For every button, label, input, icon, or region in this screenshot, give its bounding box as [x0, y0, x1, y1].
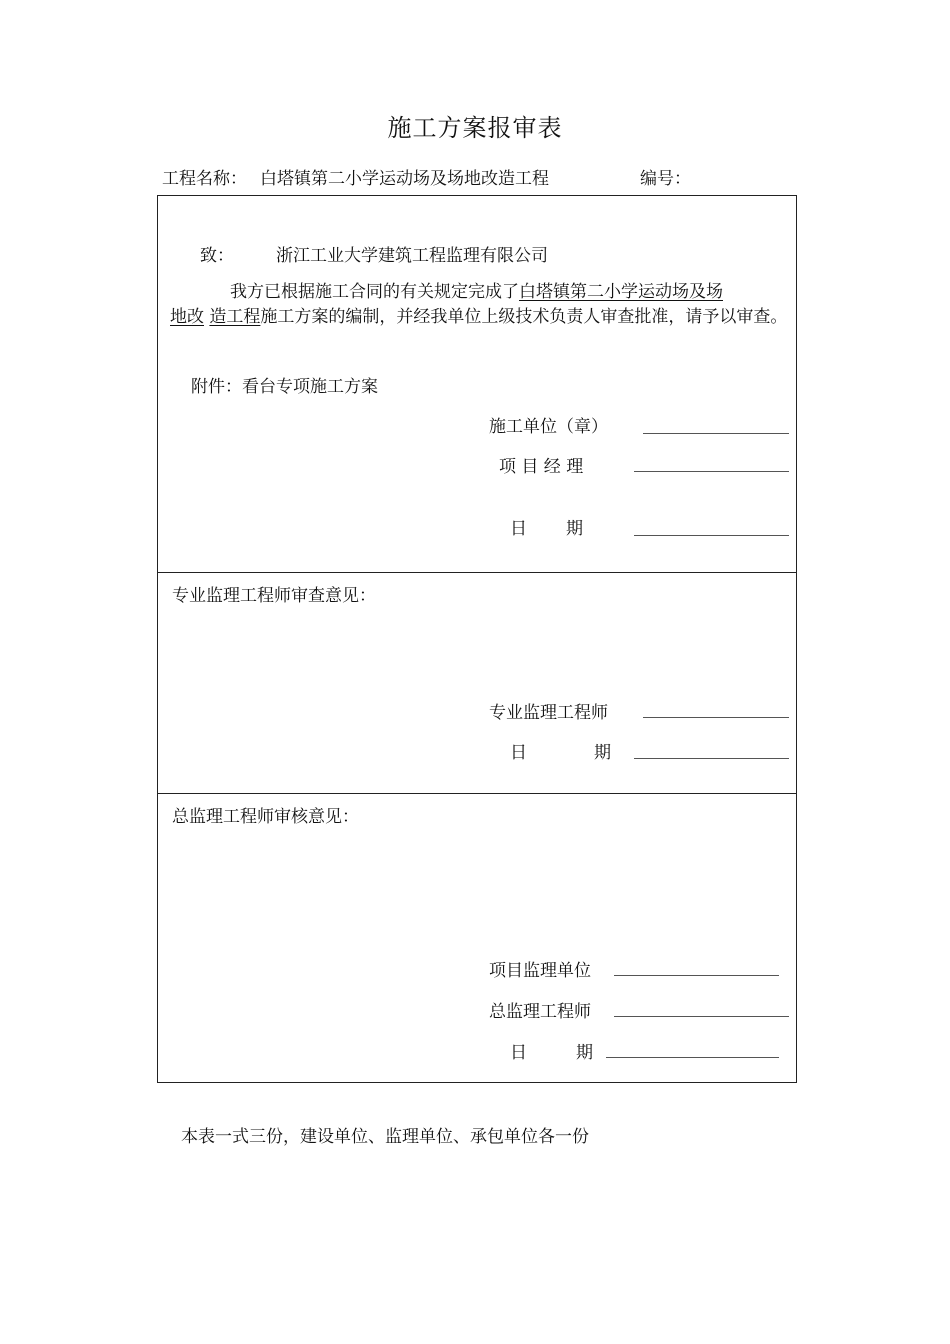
footer-note: 本表一式三份，建设单位、监理单位、承包单位各一份	[181, 1127, 589, 1147]
chief-review-section	[158, 794, 796, 1082]
submission-section	[158, 196, 796, 573]
chief-engineer-label: 总监理工程师	[489, 1002, 591, 1022]
specialist-date-char-b: 期	[594, 743, 611, 763]
chief-date-char-b: 期	[576, 1043, 593, 1063]
specialist-review-section	[158, 573, 796, 794]
chief-date-char-a: 日	[510, 1043, 527, 1063]
body-project-line2a: 地改	[170, 307, 204, 327]
chief-engineer-line	[614, 1015, 789, 1017]
body-suffix: 施工方案的编制，并经我单位上级技术负责人审查批准，请予以审查。	[260, 307, 788, 327]
supervision-unit-label: 项目监理单位	[489, 961, 591, 981]
sign-manager-line	[634, 470, 789, 472]
specialist-date-line	[634, 757, 789, 759]
sign-manager-label: 项 目 经 理	[499, 457, 584, 477]
approval-form-table	[157, 195, 797, 1083]
form-title: 施工方案报审表	[387, 114, 563, 142]
sign-unit-line	[643, 432, 789, 434]
sign-date-line	[634, 534, 789, 536]
to-label: 致：	[200, 246, 234, 266]
specialist-date-char-a: 日	[510, 743, 527, 763]
chief-heading: 总监理工程师审核意见：	[172, 807, 359, 827]
specialist-engineer-label: 专业监理工程师	[489, 703, 608, 723]
attachment: 附件：看台专项施工方案	[191, 377, 378, 397]
number-label: 编号：	[640, 169, 691, 189]
body-project-line2b: 造工程	[209, 307, 261, 327]
to-company: 浙江工业大学建筑工程监理有限公司	[276, 246, 548, 266]
body-project-line1: 白塔镇第二小学运动场及场	[519, 282, 723, 302]
specialist-heading: 专业监理工程师审查意见：	[172, 586, 376, 606]
supervision-unit-line	[614, 974, 779, 976]
body-prefix: 我方已根据施工合同的有关规定完成了	[230, 282, 519, 302]
project-name-value: 白塔镇第二小学运动场及场地改造工程	[260, 169, 549, 189]
submission-paragraph	[170, 280, 788, 330]
specialist-engineer-line	[643, 716, 789, 718]
chief-date-line	[606, 1056, 779, 1058]
sign-date-char-b: 期	[566, 519, 583, 539]
sign-unit-label: 施工单位（章）	[489, 417, 608, 437]
project-name-label: 工程名称：	[162, 169, 247, 189]
sign-date-char-a: 日	[510, 519, 527, 539]
